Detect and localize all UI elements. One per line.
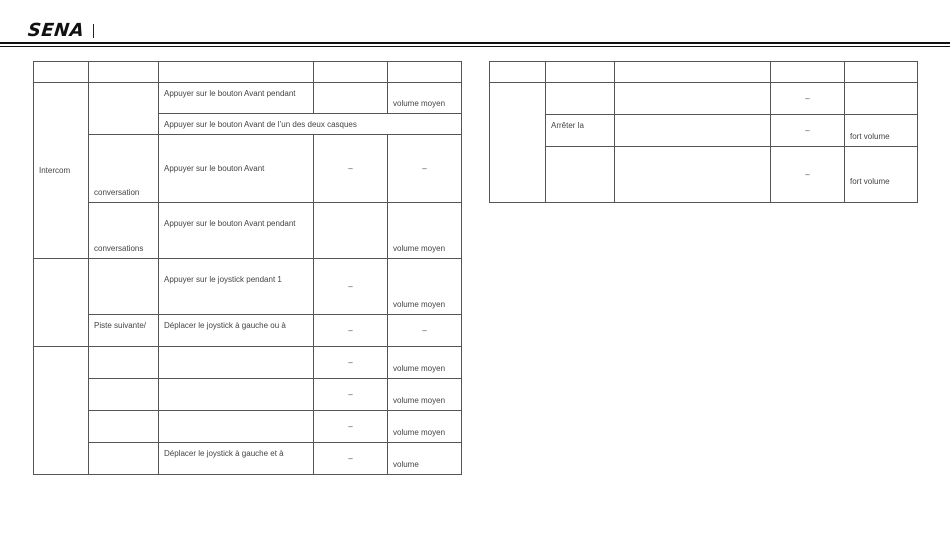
table-row [34, 135, 462, 203]
logo-divider [93, 24, 94, 38]
detail-cell [89, 259, 159, 315]
table-row [34, 203, 462, 259]
header-rule-thick [0, 42, 950, 44]
tone-cell: volume moyen [388, 83, 462, 114]
button-cell: – [314, 315, 388, 347]
action-cell: Appuyer sur le bouton Avant pendant [159, 203, 314, 259]
table-row [490, 115, 918, 147]
table-row [34, 347, 462, 379]
action-cell [615, 147, 771, 203]
tone-cell: fort volume [845, 115, 918, 147]
header-cell [490, 62, 546, 83]
table-row [34, 83, 462, 114]
right-command-table [489, 61, 918, 203]
table-row [34, 315, 462, 347]
button-cell: – [314, 347, 388, 379]
detail-cell: conversations [89, 203, 159, 259]
tone-cell: volume moyen [388, 347, 462, 379]
detail-cell: Piste suivante/ [89, 315, 159, 347]
action-cell [159, 411, 314, 443]
button-cell: – [314, 411, 388, 443]
table-header-row [490, 62, 918, 83]
tone-cell: – [388, 135, 462, 203]
button-cell: – [314, 379, 388, 411]
button-cell: – [771, 147, 845, 203]
action-cell [615, 115, 771, 147]
tone-cell [845, 83, 918, 115]
brand-logo-text: SENA [26, 20, 86, 41]
header-cell [89, 62, 159, 83]
action-cell [159, 379, 314, 411]
table-row [34, 443, 462, 475]
action-cell: Appuyer sur le bouton Avant de l’un des deux casques [159, 114, 462, 135]
action-cell: Déplacer le joystick à gauche et à [159, 443, 314, 475]
table-row [34, 411, 462, 443]
table-row [490, 83, 918, 115]
action-cell [159, 347, 314, 379]
button-cell: – [314, 259, 388, 315]
action-cell: Appuyer sur le bouton Avant pendant [159, 83, 314, 114]
table-row [34, 259, 462, 315]
header-cell [159, 62, 314, 83]
header-cell [314, 62, 388, 83]
tone-cell: fort volume [845, 147, 918, 203]
action-cell: Déplacer le joystick à gauche ou à [159, 315, 314, 347]
detail-cell: conversation [89, 135, 159, 203]
detail-cell [546, 83, 615, 115]
category-intercom: Intercom [34, 83, 89, 259]
detail-cell [89, 379, 159, 411]
detail-cell [89, 83, 159, 135]
button-cell [314, 203, 388, 259]
table-row [490, 147, 918, 203]
tone-cell: – [388, 315, 462, 347]
tone-cell: volume moyen [388, 411, 462, 443]
detail-cell [89, 443, 159, 475]
tone-cell: volume moyen [388, 259, 462, 315]
detail-cell [89, 411, 159, 443]
button-cell: – [314, 135, 388, 203]
action-cell [615, 83, 771, 115]
header-cell [34, 62, 89, 83]
category-cell [34, 259, 89, 347]
tone-cell: volume moyen [388, 203, 462, 259]
category-cell [34, 347, 89, 475]
button-cell: – [771, 83, 845, 115]
header-rule-thin [0, 46, 950, 47]
button-cell: – [314, 443, 388, 475]
action-cell: Appuyer sur le joystick pendant 1 [159, 259, 314, 315]
button-cell: – [771, 115, 845, 147]
header-cell [771, 62, 845, 83]
header-cell [615, 62, 771, 83]
header-cell [845, 62, 918, 83]
detail-cell [89, 347, 159, 379]
detail-cell: Arrêter la [546, 115, 615, 147]
detail-cell [546, 147, 615, 203]
table-header-row [34, 62, 462, 83]
button-cell [314, 83, 388, 114]
tone-cell: volume moyen [388, 379, 462, 411]
table-row [34, 379, 462, 411]
action-cell: Appuyer sur le bouton Avant [159, 135, 314, 203]
sena-logo [28, 20, 94, 41]
header-cell [546, 62, 615, 83]
category-cell [490, 83, 546, 203]
left-command-table [33, 61, 462, 475]
header-cell [388, 62, 462, 83]
tone-cell: volume [388, 443, 462, 475]
